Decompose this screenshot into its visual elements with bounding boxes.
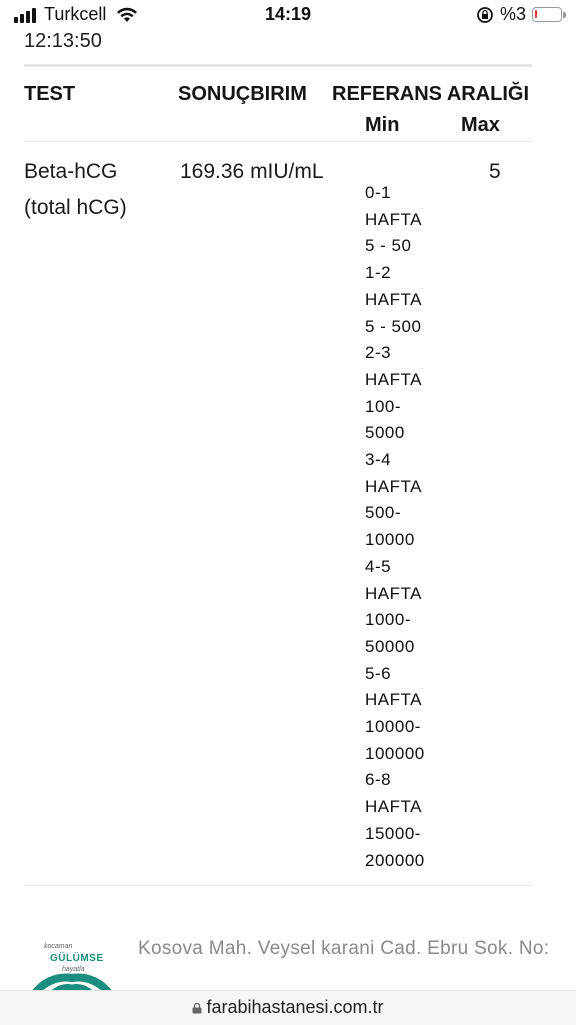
status-bar (0, 0, 576, 30)
reference-line: 100000 (365, 743, 425, 763)
reference-line: HAFTA (365, 690, 422, 710)
status-right (476, 4, 562, 25)
test-result: 169.36 mIU/mL (180, 160, 324, 183)
reference-line: 4-5 (365, 556, 392, 576)
reference-line: 5 - 500 (365, 316, 422, 336)
reference-line: HAFTA (365, 369, 422, 389)
browser-url-bar[interactable] (0, 990, 576, 1025)
url-display[interactable] (0, 997, 576, 1018)
url-text: farabihastanesi.com.tr (206, 997, 384, 1017)
carrier-name: Turkcell (44, 4, 107, 24)
row-divider (24, 885, 532, 886)
reference-line: HAFTA (365, 289, 422, 309)
reference-line: 3-4 (365, 450, 392, 470)
reference-line: 15000- (365, 823, 421, 843)
reference-line: 5 - 50 (365, 236, 412, 256)
previous-row-time: 12:13:50 (24, 30, 102, 52)
reference-line: 10000- (365, 717, 421, 737)
header-referans-araligi: REFERANS ARALIĞI (332, 83, 530, 105)
reference-line: 100- (365, 396, 402, 416)
header-min: Min (365, 114, 400, 136)
reference-line: 2-3 (365, 343, 392, 363)
hospital-address: Kosova Mah. Veysel karani Cad. Ebru Sok. No: (138, 938, 550, 959)
logo-tagline-bottom: hayatla (62, 966, 85, 973)
reference-line: 5-6 (365, 663, 392, 683)
header-test: TEST (24, 83, 76, 105)
reference-min-list (365, 180, 475, 874)
reference-line: 500- (365, 503, 402, 523)
rotation-lock-icon (476, 6, 494, 24)
logo-tagline-top: kocaman (44, 943, 73, 950)
padlock-icon (192, 1003, 202, 1014)
header-sonuc-birim: SONUÇBIRIM (178, 83, 307, 105)
reference-line: 0-1 (365, 183, 392, 202)
header-max: Max (461, 114, 500, 136)
reference-line: 50000 (365, 636, 415, 656)
clock: 14:19 (264, 4, 312, 24)
reference-line: 10000 (365, 530, 415, 550)
reference-line: HAFTA (365, 797, 422, 817)
reference-line: 6-8 (365, 770, 392, 790)
reference-line: HAFTA (365, 583, 422, 603)
reference-max: 5 (489, 160, 501, 183)
logo-brand: GÜLÜMSE (50, 953, 104, 964)
reference-line: 1-2 (365, 263, 392, 283)
reference-line: 200000 (365, 850, 425, 870)
header-divider (24, 141, 532, 142)
table-divider (24, 64, 532, 67)
test-name-line1: Beta-hCG (24, 160, 118, 183)
reference-line: 1000- (365, 610, 411, 630)
test-name-line2: (total hCG) (24, 196, 127, 219)
reference-line: 5000 (365, 423, 405, 443)
reference-line: HAFTA (365, 209, 422, 229)
battery-percent: %3 (499, 4, 526, 24)
battery-icon (532, 7, 562, 22)
reference-line: HAFTA (365, 476, 422, 496)
